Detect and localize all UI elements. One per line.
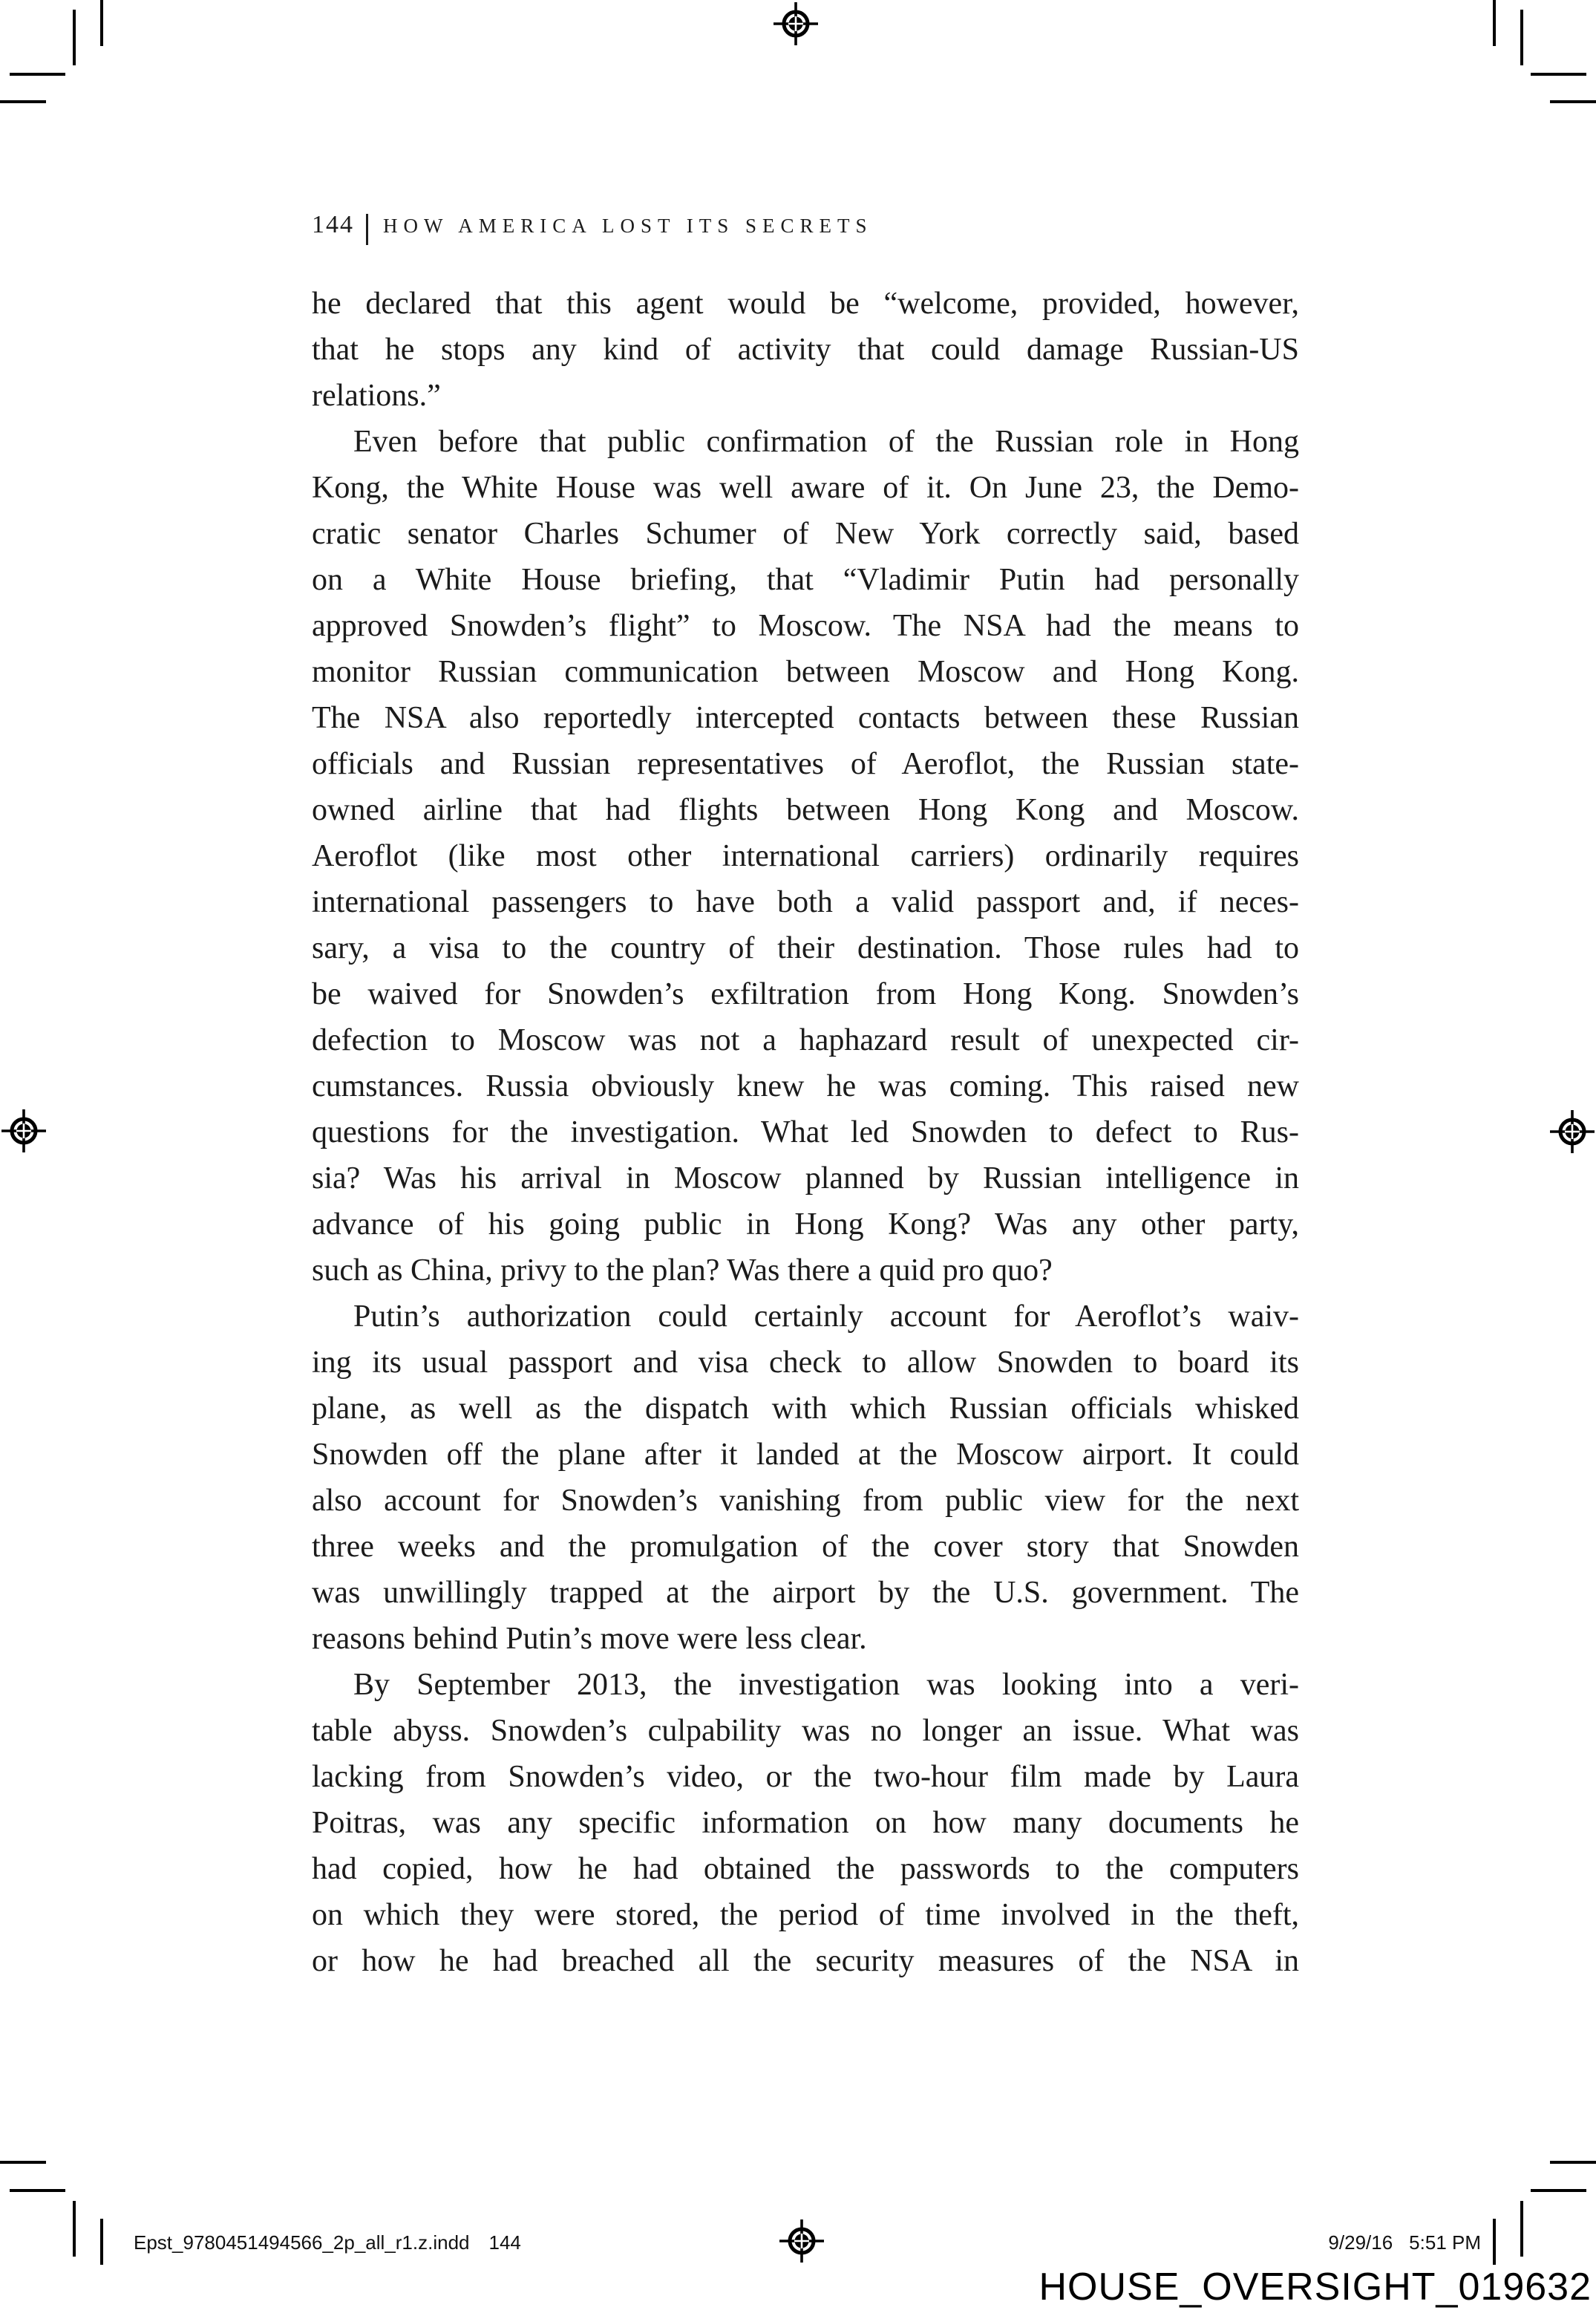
body-line: defection to Moscow was not a haphazard result of unexpected cir-	[312, 1023, 1299, 1057]
body-line: sia? Was his arrival in Moscow planned by Russian intelligence in	[312, 1161, 1299, 1195]
body-line: Aeroflot (like most other international carriers) ordinarily requires	[312, 839, 1299, 873]
body-line: had copied, how he had obtained the passwords to the computers	[312, 1852, 1299, 1886]
crop-mark	[10, 73, 65, 76]
footer-filename: Epst_9780451494566_2p_all_r1.z.indd	[134, 2231, 470, 2254]
body-line: on which they were stored, the period of time involved in the theft,	[312, 1898, 1299, 1932]
footer-page-number: 144	[488, 2231, 521, 2254]
crop-mark	[100, 0, 103, 46]
body-line: be waived for Snowden’s exfiltration from Hong Kong. Snowden’s	[312, 977, 1299, 1011]
registration-mark-icon	[1548, 1108, 1596, 1155]
body-line: reasons behind Putin’s move were less clear.	[312, 1622, 867, 1656]
body-line: plane, as well as the dispatch with which Russian officials whisked	[312, 1392, 1299, 1426]
body-line: table abyss. Snowden’s culpability was no longer an issue. What was	[312, 1714, 1299, 1748]
footer-date: 9/29/16	[1328, 2231, 1393, 2254]
body-line: officials and Russian representatives of Aeroflot, the Russian state-	[312, 747, 1299, 781]
body-line: Putin’s authorization could certainly account for Aeroflot’s waiv-	[353, 1299, 1299, 1334]
body-line: Snowden off the plane after it landed at the Moscow airport. It could	[312, 1438, 1299, 1472]
registration-mark-icon	[778, 2217, 825, 2265]
book-title: HOW AMERICA LOST ITS SECRETS	[383, 215, 873, 237]
footer-datetime	[1328, 2229, 1481, 2256]
body-line: he declared that this agent would be “welcome, provided, however,	[312, 287, 1299, 321]
body-line: that he stops any kind of activity that could damage Russian-US	[312, 333, 1299, 367]
bates-stamp: HOUSE_OVERSIGHT_019632	[1039, 2266, 1592, 2309]
registration-mark-icon	[0, 1107, 48, 1155]
body-line: international passengers to have both a valid passport and, if neces-	[312, 885, 1299, 919]
crop-mark	[1550, 2161, 1596, 2164]
body-line: approved Snowden’s flight” to Moscow. The NSA had the means to	[312, 609, 1299, 643]
running-head	[312, 211, 873, 245]
body-text	[312, 281, 1299, 1984]
body-line: cumstances. Russia obviously knew he was coming. This raised new	[312, 1069, 1299, 1103]
body-line: By September 2013, the investigation was looking into a veri-	[353, 1668, 1299, 1702]
body-line: was unwillingly trapped at the airport by the U.S. government. The	[312, 1576, 1299, 1610]
body-line: ing its usual passport and visa check to allow Snowden to board its	[312, 1345, 1299, 1380]
page-number: 144	[312, 211, 354, 238]
footer-time: 5:51 PM	[1409, 2231, 1481, 2254]
crop-mark	[73, 2201, 76, 2257]
crop-mark	[1531, 2189, 1586, 2192]
body-line: questions for the investigation. What led Snowden to defect to Rus-	[312, 1115, 1299, 1149]
body-line: on a White House briefing, that “Vladimir Putin had personally	[312, 563, 1299, 597]
crop-mark	[73, 10, 76, 65]
body-line: such as China, privy to the plan? Was there a quid pro quo?	[312, 1253, 1053, 1288]
body-line: relations.”	[312, 379, 441, 413]
crop-mark	[0, 100, 46, 103]
crop-mark	[1520, 2201, 1523, 2257]
body-line: The NSA also reportedly intercepted contacts between these Russian	[312, 701, 1299, 735]
body-line: cratic senator Charles Schumer of New York correctly said, based	[312, 517, 1299, 551]
crop-mark	[1493, 0, 1496, 46]
header-divider	[366, 214, 368, 245]
body-line: three weeks and the promulgation of the cover story that Snowden	[312, 1530, 1299, 1564]
body-line: Kong, the White House was well aware of it. On June 23, the Demo-	[312, 471, 1299, 505]
body-line: also account for Snowden’s vanishing from public view for the next	[312, 1484, 1299, 1518]
body-line: advance of his going public in Hong Kong? Was any other party,	[312, 1207, 1299, 1242]
crop-mark	[100, 2219, 103, 2265]
body-line: sary, a visa to the country of their destination. Those rules had to	[312, 931, 1299, 965]
body-line: owned airline that had flights between Hong Kong and Moscow.	[312, 793, 1299, 827]
body-line: lacking from Snowden’s video, or the two-hour film made by Laura	[312, 1760, 1299, 1794]
body-line: Poitras, was any specific information on how many documents he	[312, 1806, 1299, 1840]
crop-mark	[10, 2189, 65, 2192]
body-line: or how he had breached all the security measures of the NSA in	[312, 1944, 1299, 1978]
body-line: Even before that public confirmation of the Russian role in Hong	[353, 425, 1299, 459]
footer-slug	[134, 2229, 521, 2256]
crop-mark	[1493, 2219, 1496, 2265]
crop-mark	[1520, 10, 1523, 65]
crop-mark	[1531, 73, 1586, 76]
crop-mark	[1550, 100, 1596, 103]
crop-mark	[0, 2161, 46, 2164]
body-line: monitor Russian communication between Moscow and Hong Kong.	[312, 655, 1299, 689]
registration-mark-icon	[772, 0, 820, 48]
